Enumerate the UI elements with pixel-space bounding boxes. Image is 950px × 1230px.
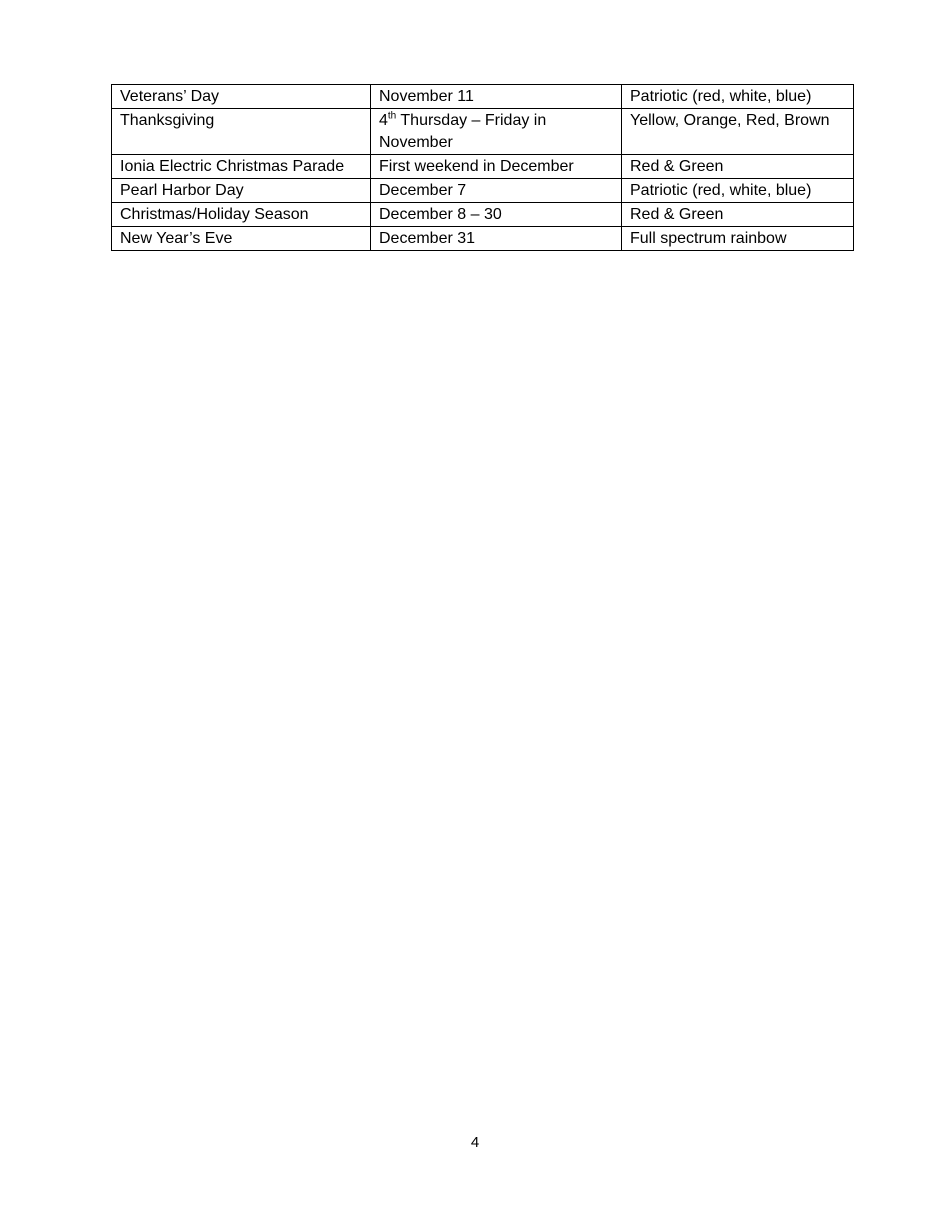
page-number: 4 xyxy=(470,1134,480,1151)
date-text: Thursday – Friday in November xyxy=(379,112,547,151)
colors-cell: Yellow, Orange, Red, Brown xyxy=(622,109,854,155)
colors-cell: Patriotic (red, white, blue) xyxy=(622,85,854,109)
event-cell: Christmas/Holiday Season xyxy=(112,203,371,227)
date-cell: First weekend in December xyxy=(371,155,622,179)
colors-cell: Full spectrum rainbow xyxy=(622,227,854,251)
date-cell: December 31 xyxy=(371,227,622,251)
date-cell xyxy=(371,109,622,155)
date-cell: December 8 – 30 xyxy=(371,203,622,227)
table-row xyxy=(112,179,854,203)
holiday-lighting-table xyxy=(111,84,854,251)
date-cell: November 11 xyxy=(371,85,622,109)
event-cell: Ionia Electric Christmas Parade xyxy=(112,155,371,179)
date-cell: December 7 xyxy=(371,179,622,203)
date-ordinal-number: 4 xyxy=(379,112,388,129)
event-cell: New Year’s Eve xyxy=(112,227,371,251)
colors-cell: Patriotic (red, white, blue) xyxy=(622,179,854,203)
colors-cell: Red & Green xyxy=(622,203,854,227)
table-row xyxy=(112,203,854,227)
event-cell: Pearl Harbor Day xyxy=(112,179,371,203)
table-row xyxy=(112,109,854,155)
event-cell: Thanksgiving xyxy=(112,109,371,155)
table-row xyxy=(112,155,854,179)
date-ordinal-suffix: th xyxy=(387,110,397,122)
event-cell: Veterans’ Day xyxy=(112,85,371,109)
colors-cell: Red & Green xyxy=(622,155,854,179)
table-row xyxy=(112,85,854,109)
table-row xyxy=(112,227,854,251)
